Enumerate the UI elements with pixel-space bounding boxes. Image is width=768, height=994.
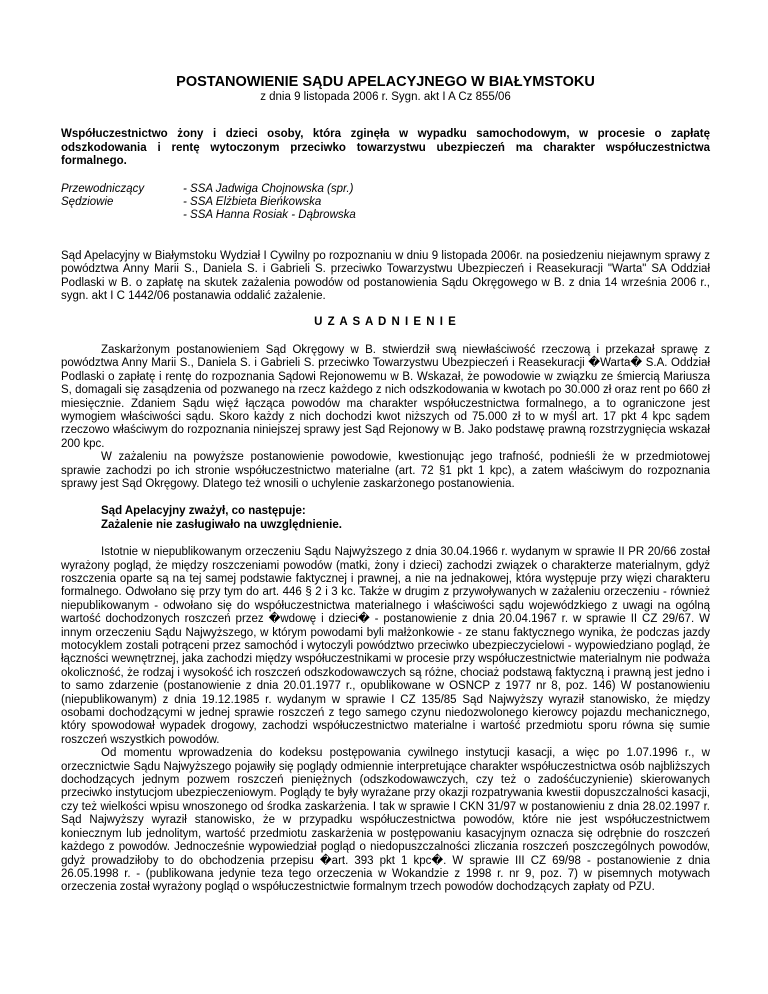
justification-heading: U Z A S A D N I E N I E <box>314 316 457 329</box>
thesis-paragraph: Współuczestnictwo żony i dzieci osoby, która zginęła w wypadku samochodowym, w procesie o zapłatę odszkodowania i rentę wytoczonym przeciwko towarzystwu ubezpieczeń ma charakter współuczestnictwa formalnego. <box>61 128 710 168</box>
holding-result-line: Zażalenie nie zasługiwało na uwzględnienie. <box>101 518 342 531</box>
justification-paragraph-1: Zaskarżonym postanowieniem Sąd Okręgowy w B. stwierdził swą niewłaściwość rzeczową i przekazał sprawę z powództwa Anny Marii S., Daniela S. i Gabrieli S. przeciwko Towarzystwu Ubezpieczeń i Reasekuracji �Warta� S.A. Oddział Podlaski o zapłatę i rentę do rozpoznania Sądowi Rejonowemu w B. Wskazał, że powodowie w związku ze śmiercią Mariusza S, domagali się zasądzenia od pozwanego na rzecz każdego z nich odszkodowania w kwotach po 30.000 zł oraz rent po 660 zł miesięcznie. Zdaniem Sądu więź łącząca powodów ma charakter współuczestnictwa formalnego, a to ograniczone jest wymogiem właściwości sądu. Skoro każdy z nich dochodzi kwot niższych od 75.000 zł to w myśl art. 17 pkt 4 kpc sądem rzeczowo właściwym do rozpoznania niniejszej sprawy jest Sąd Rejonowy w B. Jako podstawę prawną rozstrzygnięcia wskazał 200 kpc. <box>61 343 710 450</box>
judges-label-spacer <box>61 209 183 222</box>
justification-paragraph-2: W zażaleniu na powyższe postanowienie powodowie, kwestionując jego trafność, podnieśli że w przedmiotowej sprawie zachodzi po ich stronie współuczestnictwo materialne (art. 72 §1 pkt 1 kpc), a zatem właściwym do rozpoznania sprawy jest Sąd Okręgowy. Dlatego też wnosili o uchylenie zaskarżonego postanowienia. <box>61 451 710 490</box>
holding-intro-line: Sąd Apelacyjny zważył, co następuje: <box>101 505 306 518</box>
case-intro-paragraph: Sąd Apelacyjny w Białymstoku Wydział I Cywilny po rozpoznaniu w dniu 9 listopada 2006r. na posiedzeniu niejawnym sprawy z powództwa Anny Marii S., Daniela S. i Gabrieli S. przeciwko Towarzystwu Ubezpieczeń i Reasekuracji "Warta" SA Oddział Podlaski w B. o zapłatę na skutek zażalenia powodów od postanowienia Sądu Okręgowego w B. z dnia 14 września 2006 r., sygn. akt I C 1442/06 postanawia oddalić zażalenie. <box>61 249 710 303</box>
presiding-judge-name: - SSA Jadwiga Chojnowska (spr.) <box>183 182 354 195</box>
justification-paragraph-3: Istotnie w niepublikowanym orzeczeniu Sądu Najwyższego z dnia 30.04.1966 r. wydanym w sprawie II PR 20/66 został wyrażony pogląd, że między roszczeniami powodów (matki, żony i dzieci) zachodzi związek o charakterze materialnym, gdyż roszczenia oparte są na tej samej podstawie faktycznej i prawnej, a nie na jednakowej, która występuje przy więzi charakteru formalnego. Odwołano się przy tym do art. 446 § 2 i 3 kc. Także w drugim z przywoływanych w zażaleniu orzeczeniu - również niepublikowanym - odwołano się do współuczestnictwa materialnego i właściwości sądu wojewódzkiego z uwagi na ogólną wartość dochodzonych roszczeń przez �wdowę i dzieci� - postanowienie z dnia 20.04.1967 r. w sprawie II CZ 29/67. W innym orzeczeniu Sądu Najwyższego, w którym powodami byli małżonkowie - ze stanu faktycznego wynika, że podczas jazdy motocyklem zostali potrąceni przez samochód i wytoczyli powództwo przeciwko ubezpieczycielowi - wypowiedziano pogląd, że łączności wewnętrznej, jaka zachodzi między współuczestnikami w procesie przy współuczestnictwie materialnym nie podważa okoliczność, że rodzaj i wysokość ich roszczeń odszkodowawczych są różne, chociaż podstawą faktyczną i prawną jest jedno i to samo zdarzenie (postanowienie z dnia 20.01.1977 r., opublikowane w OSNCP z 1977 nr 8, poz. 146) W postanowieniu (niepublikowanym) z dnia 19.12.1985 r. wydanym w sprawie I CZ 135/85 Sąd Najwyższy wyraził stanowisko, że między osobami dochodzącymi w jednej sprawie roszczeń z tego samego czynu niedozwolonego kierowcy pojazdu mechanicznego, który spowodował wypadek drogowy, zachodzi współuczestnictwo materialne i wartość przedmiotu sporu równa się sumie roszczeń wszystkich powodów. <box>61 546 710 746</box>
judge-name-1: - SSA Elżbieta Bieńkowska <box>183 196 322 209</box>
judges-block <box>61 183 710 223</box>
judge-name-2: - SSA Hanna Rosiak - Dąbrowska <box>183 209 356 222</box>
document-subtitle: z dnia 9 listopada 2006 r. Sygn. akt I A Cz 855/06 <box>260 91 511 103</box>
judges-label: Sędziowie <box>61 196 114 209</box>
document-title: POSTANOWIENIE SĄDU APELACYJNEGO W BIAŁYMSTOKU <box>176 74 595 90</box>
presiding-judge-label: Przewodniczący <box>61 182 145 195</box>
justification-paragraph-4: Od momentu wprowadzenia do kodeksu postępowania cywilnego instytucji kasacji, a więc po 1.07.1996 r., w orzecznictwie Sądu Najwyższego pojawiły się poglądy odmiennie interpretujące charakter współuczestnictwa osób najbliższych dochodzących jednym pozwem roszczeń pieniężnych (odszkodowawczych, czy też o zadośćuczynienie) skierowanych przeciwko instytucjom ubezpieczeniowym. Poglądy te były wyrażane przy okazji rozpatrywania kwestii dopuszczalności kasacji, czy też wielkości wpisu wnoszonego od środka zaskarżenia. I tak w sprawie I CKN 31/97 w postanowieniu z dnia 28.02.1997 r. Sąd Najwyższy wyraził stanowisko, że w przypadku współuczestnictwa powodów, które nie jest współuczestnictwem koniecznym lub jednolitym, wartość przedmiotu zaskarżenia w postępowaniu kasacyjnym oznacza się odrębnie do roszczeń każdego z powodów. Jednocześnie wypowiedział pogląd o niedopuszczalności zliczania roszczeń poszczególnych powodów, gdyż prowadziłoby to do obchodzenia przepisu �art. 393 pkt 1 kpc�. W sprawie III CZ 69/98 - postanowienie z dnia 26.05.1998 r. - (publikowana jedynie teza tego orzeczenia w Wokandzie z 1998 r. nr 9, poz. 7) w pisemnych motywach orzeczenia został wyrażony pogląd o współuczestnictwie formalnym trzech powodów dochodzących zapłaty od PZU. <box>61 747 710 894</box>
